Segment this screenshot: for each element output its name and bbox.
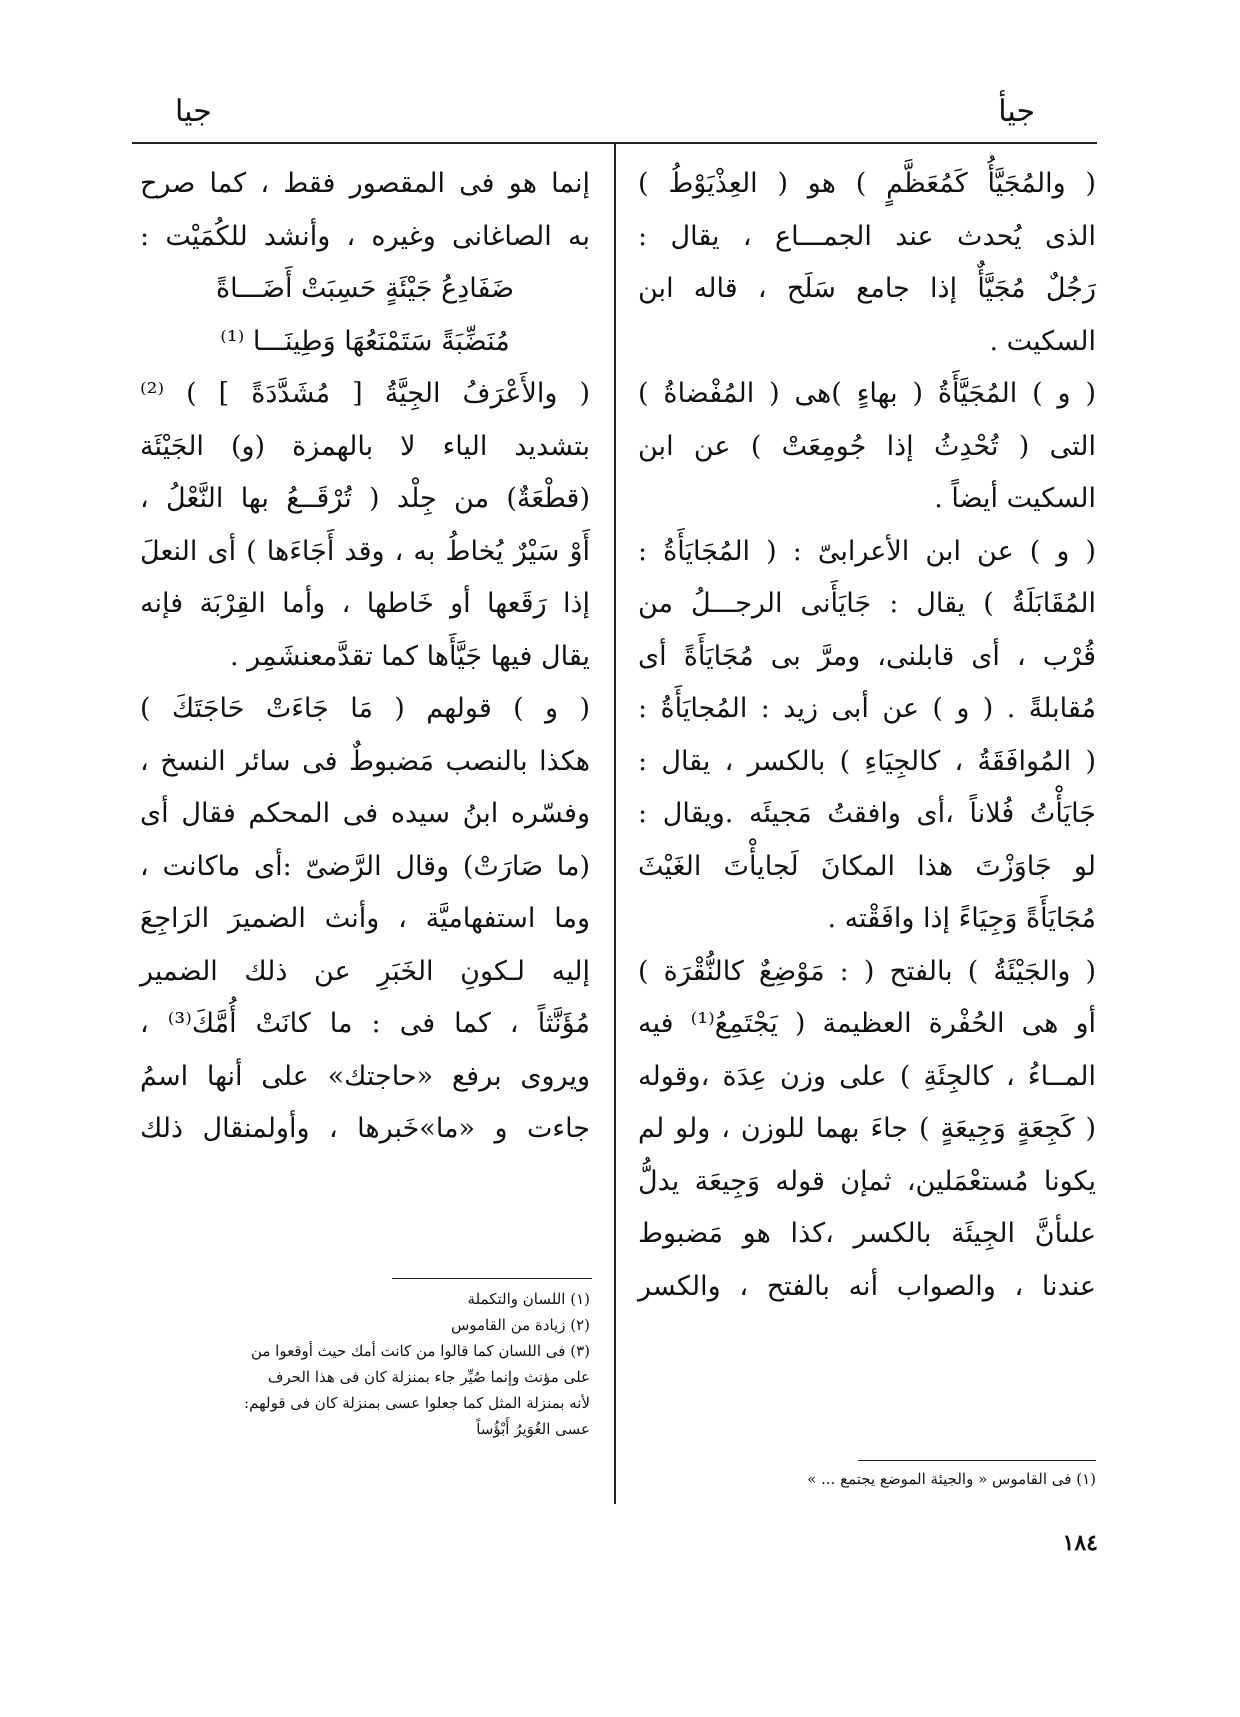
text-line: ( و ) قولهم ( مَا جَاءَتْ حَاجَتَكَ ) (140, 693, 590, 724)
text-line: مُؤَنَّثاً ، كما فى : ما كانَتْ أُمَّكَ⁽³⁾ ، (140, 1008, 590, 1039)
text-line: أو هى الحُفْرة العظيمة ( يَجْتَمِعُ⁽¹⁾ فيه (638, 1008, 1096, 1039)
verse-line: مُنَضِّبَةً سَتَمْنَعُهَا وَطِينَـــا ⁽¹⁾ (220, 325, 510, 357)
running-header-left: جيا (175, 94, 212, 129)
text-line: إنما هو فى المقصور فقط ، كما صرح (140, 168, 590, 199)
text-line: المــاءُ ، كالجِئَةِ ) على وزن عِدَة ،وقوله (638, 1060, 1096, 1092)
text-line: إليه لـكونِ الخَبَرِ عن ذلك الضمير (140, 955, 590, 987)
text-line: ( والجَيْئَةُ ) بالفتح ( : مَوْضِعٌ كالنُّقْرَة ) (638, 955, 1096, 987)
footnote-rule-left (392, 1278, 592, 1279)
footnote: (١) فى القاموس « والجيئة الموضع يجتمع ... » (807, 1470, 1096, 1488)
text-line: قُرْب ، أى قابلنى، ومرَّ بى مُجَايَأَةً أى (638, 640, 1096, 672)
left-footnotes (140, 1286, 590, 1442)
footnote: (٢) زيادة من القاموس (450, 1316, 590, 1334)
text-line: علىأنَّ الجِيئَة بالكسر ،كذا هو مَضبوط (638, 1218, 1096, 1249)
text-line: ( كَجِعَةٍ وَجِيعَةٍ ) جاءَ بهما للوزن ، ولو لم (638, 1113, 1096, 1144)
text-line: ( المُوافَقَةُ ، كالجِيَاءِ ) بالكسر ، يقال : (638, 745, 1096, 777)
text-line: ( والمُجَيَّأُ كَمُعَظَّمٍ ) هو ( العِذْيَوْطُ ) (638, 168, 1096, 199)
text-line: (قطْعَةٌ) من جِلْد ( تُرْقَــعُ بها النَّعْلُ ، (140, 483, 590, 514)
text-line: مُقابلةً . ( و ) عن أبى زيد : المُجايَأَةُ : (638, 693, 1096, 724)
text-line: السكيت . (989, 325, 1096, 357)
footnote: (١) اللسان والتكملة (467, 1290, 590, 1308)
running-header-right: جيأ (998, 94, 1035, 129)
footnote: لأنه بمنزلة المثل كما جعلوا عسى بمنزلة كان فى قولهم: (244, 1394, 590, 1412)
text-line: المُقَابَلَةُ ) يقال : جَايَأَنى الرجـــلُ من (638, 588, 1096, 619)
footnote: (٣) فى اللسان كما قالوا من كانت أمك حيث أوقعوا من (250, 1342, 590, 1360)
text-line: ( و ) المُجَيَّأَةُ ( بهاءٍ )هى ( المُفْضاةُ ) (638, 378, 1096, 409)
text-line: وما استفهاميَّة ، وأنث الضميرَ الرَاجِعَ (140, 903, 590, 934)
text-line: عندنا ، والصواب أنه بالفتح ، والكسر (638, 1270, 1096, 1302)
text-line: التى ( تُحْدِثُ إذا جُومِعَتْ ) عن ابن (638, 430, 1096, 462)
footnote: على مؤنث وإنما صُيِّر جاء بمنزلة كان فى هذا الحرف (267, 1368, 590, 1386)
text-line: السكيت أيضاً . (934, 483, 1096, 514)
text-line: هكذا بالنصب مَضبوطٌ فى سائر النسخ ، (140, 745, 590, 777)
page-number: ١٨٤ (1062, 1530, 1098, 1556)
text-line: ( والأَعْرَفُ الجِيَّةُ [ مُشَدَّدَةً ] ) ⁽²⁾ (140, 378, 590, 409)
text-line: ( و ) عن ابن الأعرابىّ : ( المُجَايَأَةُ : (638, 535, 1096, 567)
right-footnotes (640, 1466, 1096, 1492)
text-line: يقال فيها جَيَّأَها كما تقدَّمعنشَمِر . (229, 640, 590, 672)
right-column (638, 158, 1096, 1313)
text-line: جَايَأْتُ فُلاناً ،أى وافقتُ مَجيئَه .ويقال : (638, 798, 1096, 829)
left-column (140, 158, 590, 1156)
text-line: مُجَايَأَةً وَجِيَاءً إذا وافَقْته . (827, 903, 1096, 934)
text-line: وفسّره ابنُ سيده فى المحكم فقال أى (140, 798, 590, 829)
text-line: به الصاغانى وغيره ، وأنشد للكُمَيْت : (140, 220, 590, 252)
text-line: لو جَاوَزْتَ هذا المكانَ لَجايأْتَ الغَيْثَ (638, 850, 1096, 882)
footnote: عسى الغُوَيرُ أَبْؤُساً (476, 1420, 590, 1438)
text-line: (ما صَارَتْ) وقال الرَّضىّ :أى ماكانت ، (140, 850, 590, 882)
verse-line: ضَفَادِعُ جَيْئَةٍ حَسِبَتْ أَضَـــاةً (215, 273, 515, 304)
text-line: بتشديد الياء لا بالهمزة (و) الجَيْئَة (140, 430, 590, 462)
text-line: يكونا مُستعْمَلين، ثمإن قوله وَجِيعَة يدلُّ (638, 1165, 1096, 1197)
text-line: إذا رَقَعها أو خَاطها ، وأما القِرْبَة فإنه (140, 588, 590, 619)
footnote-rule-right (858, 1460, 1096, 1461)
text-line: ويروى برفع «حاجتك» على أنها اسمُ (140, 1060, 590, 1092)
text-line: الذى يُحدث عند الجمـــاع ، يقال : (638, 220, 1096, 252)
text-line: جاءت و «ما»خَبرها ، وأولمنقال ذلك (140, 1113, 590, 1144)
text-line: أَوْ سَيْرٌ يُخاطُ به ، وقد أَجَاءَها ) أى النعلَ (140, 535, 590, 567)
text-line: رَجُلٌ مُجَيَّأٌ إذا جامع سَلَح ، قاله ابن (638, 273, 1096, 304)
column-divider (614, 144, 616, 1504)
